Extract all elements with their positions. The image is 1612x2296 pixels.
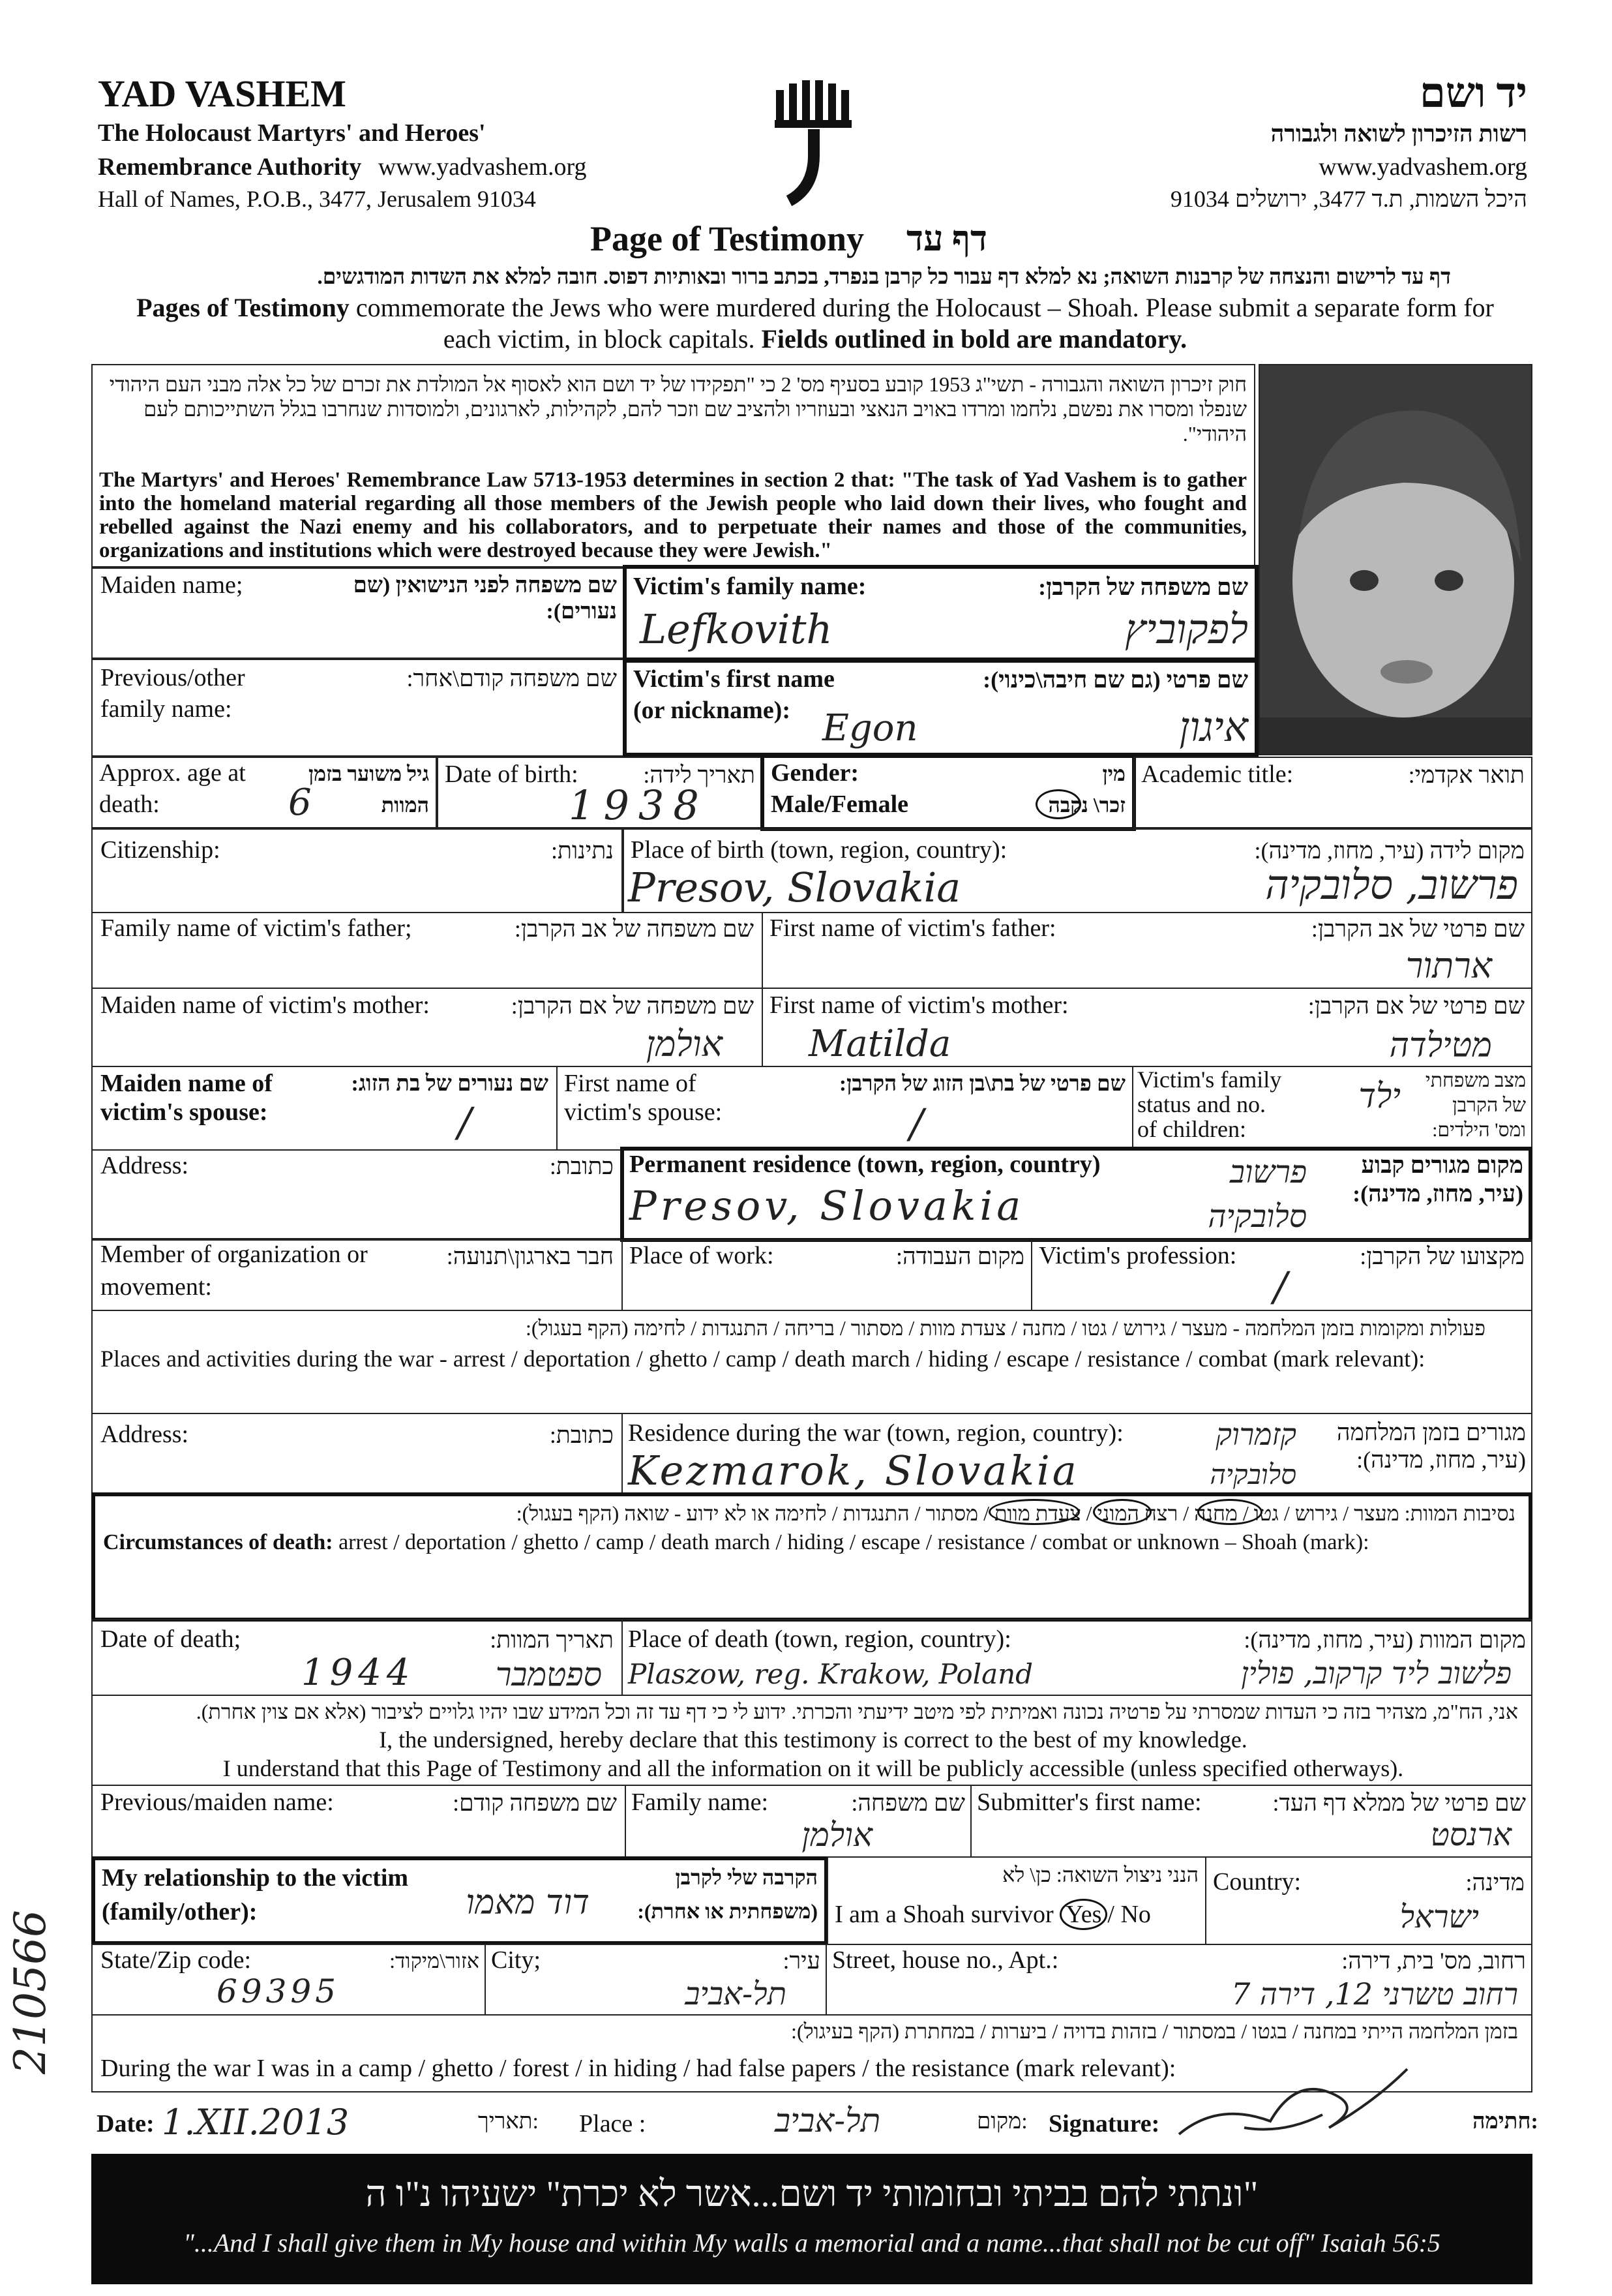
circumstance-camp-circle[interactable] (1093, 1499, 1152, 1525)
victim-first-name-label-he: שם פרטי (גם שם חיבה\כינוי): (983, 667, 1248, 693)
circumstances-label-2: arrest / deportation / ghetto / camp / death march / hiding / escape / resistance / combat or unknown – Shoah (mark): (333, 1530, 1369, 1554)
war-residence-value[interactable]: Kezmarok, Slovakia (628, 1447, 1079, 1494)
submitter-first-name-value-he[interactable]: ארנסט (1430, 1817, 1512, 1853)
spouse-first-name-label-1: First name of (564, 1070, 696, 1097)
yad-vashem-logo-icon (769, 77, 861, 207)
spouse-maiden-name-label-2: victim's spouse: (100, 1098, 268, 1126)
war-residence-value-he-2[interactable]: סלובקיה (1210, 1458, 1296, 1490)
date-label: Date: (97, 2110, 155, 2137)
declaration-en-2: I understand that this Page of Testimony and all the information on it will be publicly accessible (unless specified otherways). (222, 1755, 1404, 1781)
war-residence-value-he-1[interactable]: קזמרוק (1216, 1417, 1296, 1452)
city-cell[interactable] (485, 1944, 827, 2016)
place-of-work-label-he: מקום העבודה: (896, 1243, 1024, 1269)
signature-label-he: חתימה: (1472, 2109, 1538, 2134)
quote-he: "ונתתי להם בביתי ובחומותי יד ושם...אשר לא יכרת" ישעיהו נ"ו ה (365, 2174, 1259, 2214)
profession-label: Victim's profession: (1039, 1242, 1237, 1269)
mother-maiden-name-label-he: שם משפחה של אם הקרבן: (511, 993, 754, 1019)
authority-he: רשות הזיכרון לשואה ולגבורה (1270, 121, 1527, 147)
submitter-prev-maiden-cell[interactable] (91, 1785, 626, 1858)
war-residence-label: Residence during the war (town, region, country): (628, 1419, 1124, 1447)
father-first-name-label-he: שם פרטי של אב הקרבן: (1311, 916, 1525, 942)
academic-title-label: Academic title: (1141, 761, 1294, 788)
instructions-en-1: Pages of Testimony (136, 293, 350, 322)
war-address-cell[interactable] (91, 1413, 623, 1495)
place-of-death-label: Place of death (town, region, country): (628, 1625, 1011, 1653)
spouse-first-name-value[interactable]: / (910, 1100, 923, 1147)
instructions-en-4: Fields outlined in bold are mandatory. (761, 324, 1187, 354)
circumstances-label (103, 1529, 1369, 1556)
war-address-label: Address: (100, 1421, 189, 1448)
circumstances-label-1: Circumstances of death: (103, 1530, 333, 1554)
victim-family-name-value[interactable]: Lefkovith (640, 605, 833, 653)
law-he: חוק זיכרון השואה והגבורה - תשי"ג 1953 קובע בסעיף מס' 2 כי "תפקידו של יד ושם הוא לאסוף אל המולדת את זכרם של כל אלה מבני העם היהודי שנפלו ומסרו את נפשם, נלחמו ומרדו באויב הנאצי ובעוזריו ולהציב שם וזכר להם, לקהילות, לארגונים, ולמוסדות שנחרבו בגלל השתייכותם לעם היהודי". (109, 372, 1247, 446)
victim-family-name-label-he: שם משפחה של הקרבן: (1038, 574, 1248, 600)
authority-en-2 (98, 153, 586, 181)
mother-first-name-label-he: שם פרטי של אם הקרבן: (1307, 993, 1525, 1019)
street-cell[interactable] (826, 1944, 1532, 2016)
street-label-he: רחוב, מס' בית, דירה: (1341, 1948, 1526, 1974)
academic-title-cell[interactable] (1133, 757, 1532, 828)
submitter-wartime-en: During the war I was in a camp / ghetto / forest / in hiding / had false papers / the resistance (mark relevant): (100, 2055, 1176, 2082)
place-of-work-label: Place of work: (629, 1242, 774, 1269)
relationship-cell[interactable] (91, 1856, 828, 1945)
permanent-residence-cell[interactable] (620, 1147, 1532, 1242)
war-residence-label-he-2: (עיר, מחוז, מדינה): (1356, 1447, 1526, 1473)
date-of-birth-value[interactable]: 1938 (569, 781, 708, 829)
permanent-residence-label: Permanent residence (town, region, country) (629, 1151, 1101, 1178)
place-of-death-value[interactable]: Plaszow, reg. Krakow, Poland (628, 1658, 1034, 1690)
address-he: היכל השמות, ת.ד 3477, ירושלים 91034 (1170, 186, 1527, 212)
circumstance-mass-murder-circle[interactable] (989, 1499, 1080, 1525)
gender-label-2: Male/Female (771, 791, 909, 818)
submitter-family-name-cell[interactable] (625, 1785, 972, 1858)
submitter-first-name-cell[interactable] (970, 1785, 1532, 1858)
title-en: Page of Testimony (590, 219, 865, 258)
wartime-activities-label: Places and activities during the war - arrest / deportation / ghetto / camp / death march / hiding / escape / resistance / combat (mark relevant): (100, 1346, 1425, 1372)
place-label: Place : (579, 2110, 646, 2137)
gender-label-1: Gender: (771, 759, 859, 787)
quote-banner (91, 2154, 1532, 2284)
zip-cell[interactable] (91, 1944, 486, 2016)
date-label-he: תאריך: (478, 2109, 539, 2134)
organization-label-1: Member of organization or (100, 1241, 368, 1268)
father-first-name-value-he[interactable]: ארתור (1405, 945, 1492, 986)
family-status-label-he-3: ומס' הילדים: (1432, 1119, 1526, 1141)
signature-label: Signature: (1049, 2110, 1160, 2137)
spouse-first-name-label-2: victim's spouse: (564, 1098, 723, 1126)
previous-family-name-cell[interactable] (91, 659, 626, 757)
date-of-death-value[interactable]: 1944 (301, 1652, 415, 1694)
date-of-birth-label: Date of birth: (445, 761, 578, 788)
mother-maiden-name-label: Maiden name of victim's mother: (100, 991, 430, 1019)
archive-number-stamp: 210566 (5, 1910, 55, 2074)
victim-family-name-cell[interactable] (623, 565, 1259, 661)
address-en: Hall of Names, P.O.B., 3477, Jerusalem 91034 (98, 186, 536, 212)
victim-first-name-value-he[interactable]: איגון (1179, 703, 1248, 751)
mother-first-name-value-he[interactable]: מטילדה (1389, 1026, 1492, 1065)
footer-sign-row (97, 2102, 1538, 2147)
submitter-family-name-label: Family name: (631, 1789, 769, 1816)
instructions-he: דף עד לרישום והנצחה של קרבנות השואה; נא למלא דף עבור כל קרבן בנפרד, בכתב ברור ובאותיות דפוס. חובה למלא את השדות המודגשים. (317, 265, 1451, 289)
submitter-wartime-he: בזמן המלחמה הייתי במחנה / בגטו / במסתור / בזהות בדויה / ביערות / במחתרת (הקף בעיגול): (791, 2019, 1518, 2043)
wartime-activities-cell[interactable] (91, 1310, 1532, 1414)
father-family-name-label-he: שם משפחה של אב הקרבן: (514, 916, 754, 942)
organization-label-he: חבר בארגון\תנועה: (446, 1243, 614, 1269)
date-of-death-label-he: תאריך המוות: (490, 1627, 614, 1653)
place-label-he: מקום: (977, 2109, 1028, 2134)
victim-first-name-label-2: (or nickname): (633, 697, 790, 724)
victim-first-name-cell[interactable] (623, 659, 1259, 757)
profession-value[interactable]: / (1274, 1263, 1287, 1310)
permanent-residence-value-he-1[interactable]: פרשוב (1229, 1154, 1307, 1190)
mother-maiden-name-cell[interactable] (91, 988, 763, 1067)
circumstances-label-he: נסיבות המוות: מעצר / גירוש / גטו / מחנה / רצח המוני / צעדת מוות / מסתור / התנגדות / לחימה או לא ידוע - שואה (הקף בעגול): (516, 1502, 1515, 1525)
address-cell[interactable] (91, 1149, 623, 1239)
relationship-value-he[interactable]: דוד מאמו (466, 1883, 590, 1922)
website-en[interactable]: www.yadvashem.org (378, 153, 587, 181)
citizenship-label-he: נתינות: (551, 838, 614, 864)
spouse-first-name-label-he: שם פרטי של בת\בן הזוג של הקרבן: (839, 1072, 1126, 1096)
survivor-label-he: הנני ניצול השואה: כן\ לא (1002, 1863, 1199, 1886)
survivor-cell[interactable] (827, 1856, 1206, 1945)
zip-label: State/Zip code: (100, 1946, 252, 1974)
permanent-residence-label-he-1: מקום מגורים קבוע (1361, 1152, 1523, 1178)
place-of-birth-label: Place of birth (town, region, country): (631, 836, 1008, 864)
date-value[interactable]: 1.XII.2013 (162, 2102, 350, 2143)
approx-age-label-1: Approx. age at (99, 759, 246, 787)
place-of-birth-value-he[interactable]: פרשוב, סלובקיה (1265, 861, 1518, 909)
org-name-en: YAD VASHEM (98, 72, 346, 115)
submitter-family-name-label-he: שם משפחה: (851, 1790, 965, 1816)
country-label: Country: (1213, 1868, 1302, 1896)
wartime-activities-label-he: פעולות ומקומות בזמן המלחמה - מעצר / גירוש / גטו / מחנה / צעדת מוות / מסתור / בריחה / התנגדות / לחימה (הקף בעגול): (526, 1316, 1485, 1340)
declaration-box (91, 1695, 1532, 1786)
place-of-death-cell[interactable] (621, 1619, 1532, 1696)
victim-photo (1259, 364, 1532, 755)
authority-en-1: The Holocaust Martyrs' and Heroes' (98, 119, 486, 147)
relationship-label-he-2: (משפחתית או אחרת): (637, 1899, 818, 1923)
place-of-birth-label-he: מקום לידה (עיר, מחוז, מדינה): (1254, 838, 1525, 864)
place-of-death-label-he: מקום המוות (עיר, מחוז, מדינה): (1244, 1627, 1526, 1653)
country-label-he: מדינה: (1465, 1869, 1525, 1896)
law-box (91, 364, 1255, 567)
previous-family-name-label-1: Previous/other (100, 664, 245, 691)
family-status-label-he-2: של הקרבן (1452, 1095, 1526, 1116)
country-cell[interactable] (1205, 1856, 1532, 1945)
maiden-name-label-he: שם משפחה לפני הנישואין (שם נעורים): (353, 573, 617, 624)
previous-family-name-label-he: שם משפחה קודם\אחר: (406, 665, 617, 691)
approx-age-value[interactable]: 6 (288, 781, 312, 824)
org-name-he: יד ושם (1419, 70, 1527, 116)
family-status-label-he-1: מצב משפחתי (1425, 1070, 1526, 1091)
instructions-en (98, 292, 1532, 355)
organization-label-2: movement: (100, 1273, 212, 1301)
academic-title-label-he: תואר אקדמי: (1408, 762, 1525, 788)
zip-label-he: אזור\מיקוד: (389, 1949, 479, 1972)
instructions-en-2: commemorate the Jews who were murdered during the Holocaust – Shoah. Please submit a separate form for (349, 293, 1494, 322)
place-of-work-cell[interactable] (621, 1239, 1032, 1311)
law-en: The Martyrs' and Heroes' Remembrance Law 5713-1953 determines in section 2 that: "The task of Yad Vashem is to gather into the homeland material regarding all those members of the Jewish people who laid down their lives, who fought and rebelled against the Nazi enemy and his collaborators, and to perpetuate their names and those of the communities, organizations and institutions which were destroyed because they were Jewish." (99, 468, 1247, 562)
place-of-birth-cell[interactable] (623, 828, 1532, 913)
victim-first-name-label-1: Victim's first name (633, 665, 835, 693)
place-value[interactable]: תל-אביב (775, 2102, 881, 2139)
gender-label-he-1: מין (1102, 762, 1126, 785)
gender-male-circle[interactable] (1036, 789, 1081, 819)
spouse-maiden-name-label-he: שם נעורים של בת הזוג: (351, 1072, 548, 1096)
circumstances-of-death-cell[interactable] (91, 1492, 1532, 1622)
approx-age-cell[interactable] (91, 757, 437, 828)
war-residence-label-he-1: מגורים בזמן המלחמה (1336, 1419, 1526, 1445)
war-address-label-he: כתובת: (549, 1422, 614, 1448)
address-label: Address: (100, 1152, 189, 1179)
approx-age-label-2: death: (99, 791, 160, 818)
mother-maiden-name-value-he[interactable]: אולמן (646, 1023, 723, 1065)
spouse-first-name-cell[interactable] (556, 1066, 1133, 1151)
submitter-family-name-value-he[interactable]: אולמן (801, 1816, 873, 1854)
spouse-maiden-name-label-1: Maiden name of (100, 1070, 273, 1097)
submitter-prev-maiden-label-he: שם משפחה קודם: (453, 1790, 617, 1816)
father-first-name-label: First name of victim's father: (769, 914, 1056, 942)
citizenship-cell[interactable] (91, 828, 623, 913)
father-first-name-cell[interactable] (762, 912, 1532, 989)
permanent-residence-value-he-2[interactable]: סלובקיה (1208, 1198, 1307, 1235)
survivor-label-2: / No (1107, 1901, 1151, 1928)
spouse-maiden-name-value[interactable]: / (458, 1098, 471, 1146)
place-of-birth-value[interactable]: Presov, Slovakia (628, 864, 961, 911)
mother-first-name-label: First name of victim's mother: (769, 991, 1069, 1019)
street-value-he[interactable]: רחוב טשרני 12, דירה 7 (1231, 1976, 1518, 2012)
family-status-value-he[interactable]: ילד (1358, 1077, 1401, 1116)
permanent-residence-label-he-2: (עיר, מחוז, מדינה): (1352, 1181, 1523, 1207)
title-he: דף עד (906, 219, 987, 258)
relationship-label-he-1: הקרבה שלי לקרבן (675, 1865, 818, 1889)
address-label-he: כתובת: (549, 1153, 614, 1179)
date-of-birth-cell[interactable] (437, 757, 763, 828)
survivor-yes-circle[interactable]: Yes (1060, 1899, 1107, 1930)
profession-label-he: מקצועו של הקרבן: (1360, 1243, 1525, 1269)
citizenship-label: Citizenship: (100, 836, 220, 864)
mother-first-name-cell[interactable] (762, 988, 1532, 1067)
family-status-label-2: status and no. (1137, 1091, 1266, 1117)
victim-family-name-label: Victim's family name: (633, 573, 867, 600)
declaration-he: אני, הח"מ, מצהיר בזה כי העדות שמסרתי על פרטיה נכונה ואמיתית לפי מיטב ידיעתי והכרתי. ידוע לי כי דף עד זה וכל המידע שבו יהיו גלויים לציבור (אלא אם צוין אחרת). (196, 1700, 1518, 1723)
declaration-en-1: I, the undersigned, hereby declare that this testimony is correct to the best of my knowledge. (379, 1727, 1247, 1753)
date-of-death-value-he[interactable]: ספטמבר (495, 1655, 602, 1693)
victim-family-name-value-he[interactable]: לפקוביץ (1125, 605, 1248, 653)
survivor-label (835, 1901, 1151, 1928)
circumstance-deportation-circle[interactable] (1197, 1499, 1262, 1525)
gender-label-he-2: זכר\ נקבה (1048, 793, 1126, 817)
war-residence-cell[interactable] (621, 1413, 1532, 1495)
website-he[interactable]: www.yadvashem.org (1319, 153, 1527, 181)
date-of-death-label: Date of death; (100, 1625, 241, 1653)
victim-first-name-value[interactable]: Egon (822, 707, 918, 749)
country-value-he[interactable]: ישראל (1399, 1899, 1479, 1935)
approx-age-label-he-1: גיל משוער בזמן (308, 762, 429, 785)
permanent-residence-value[interactable]: Presov, Slovakia (629, 1182, 1025, 1230)
mother-first-name-value[interactable]: Matilda (809, 1023, 951, 1065)
authority-en-2-text: Remembrance Authority (98, 153, 362, 181)
city-value-he[interactable]: תל-אביב (685, 1976, 786, 2012)
previous-family-name-label-2: family name: (100, 695, 232, 723)
maiden-name-label: Maiden name; (100, 571, 243, 599)
submitter-first-name-label-he: שם פרטי של ממלא דף העד: (1272, 1790, 1526, 1816)
approx-age-label-he-2: המוות (381, 793, 429, 817)
profession-cell[interactable] (1031, 1239, 1532, 1311)
family-status-label-1: Victim's family (1137, 1066, 1282, 1093)
maiden-name-cell[interactable] (91, 567, 626, 659)
relationship-label-1: My relationship to the victim (102, 1864, 409, 1892)
quote-en: "...And I shall give them in My house and within My walls a memorial and a name...that shall not be cut off" Isaiah 56:5 (183, 2228, 1440, 2258)
signature-mark[interactable] (1166, 2062, 1414, 2147)
city-label: City; (491, 1946, 541, 1974)
father-family-name-cell[interactable] (91, 912, 763, 989)
date-of-death-cell[interactable] (91, 1619, 623, 1696)
instructions-en-3: each victim, in block capitals. (443, 324, 762, 354)
survivor-label-1: I am a Shoah survivor (835, 1901, 1060, 1928)
spouse-maiden-name-cell[interactable] (91, 1066, 558, 1151)
family-status-cell[interactable] (1132, 1066, 1532, 1151)
family-status-label-3: of children: (1137, 1116, 1246, 1142)
street-label: Street, house no., Apt.: (832, 1946, 1059, 1974)
submitter-prev-maiden-label: Previous/maiden name: (100, 1789, 334, 1816)
father-family-name-label: Family name of victim's father; (100, 914, 412, 942)
submitter-first-name-label: Submitter's first name: (977, 1789, 1202, 1816)
city-label-he: עיר: (783, 1948, 820, 1974)
gender-cell[interactable] (760, 754, 1136, 831)
relationship-label-2: (family/other): (102, 1898, 258, 1926)
place-of-death-value-he[interactable]: פלשוב ליד קרקוב, פולין (1241, 1655, 1512, 1691)
zip-value[interactable]: 69395 (216, 1972, 340, 2010)
date-of-birth-label-he: תאריך לידה: (643, 762, 755, 788)
organization-cell[interactable] (91, 1239, 623, 1311)
